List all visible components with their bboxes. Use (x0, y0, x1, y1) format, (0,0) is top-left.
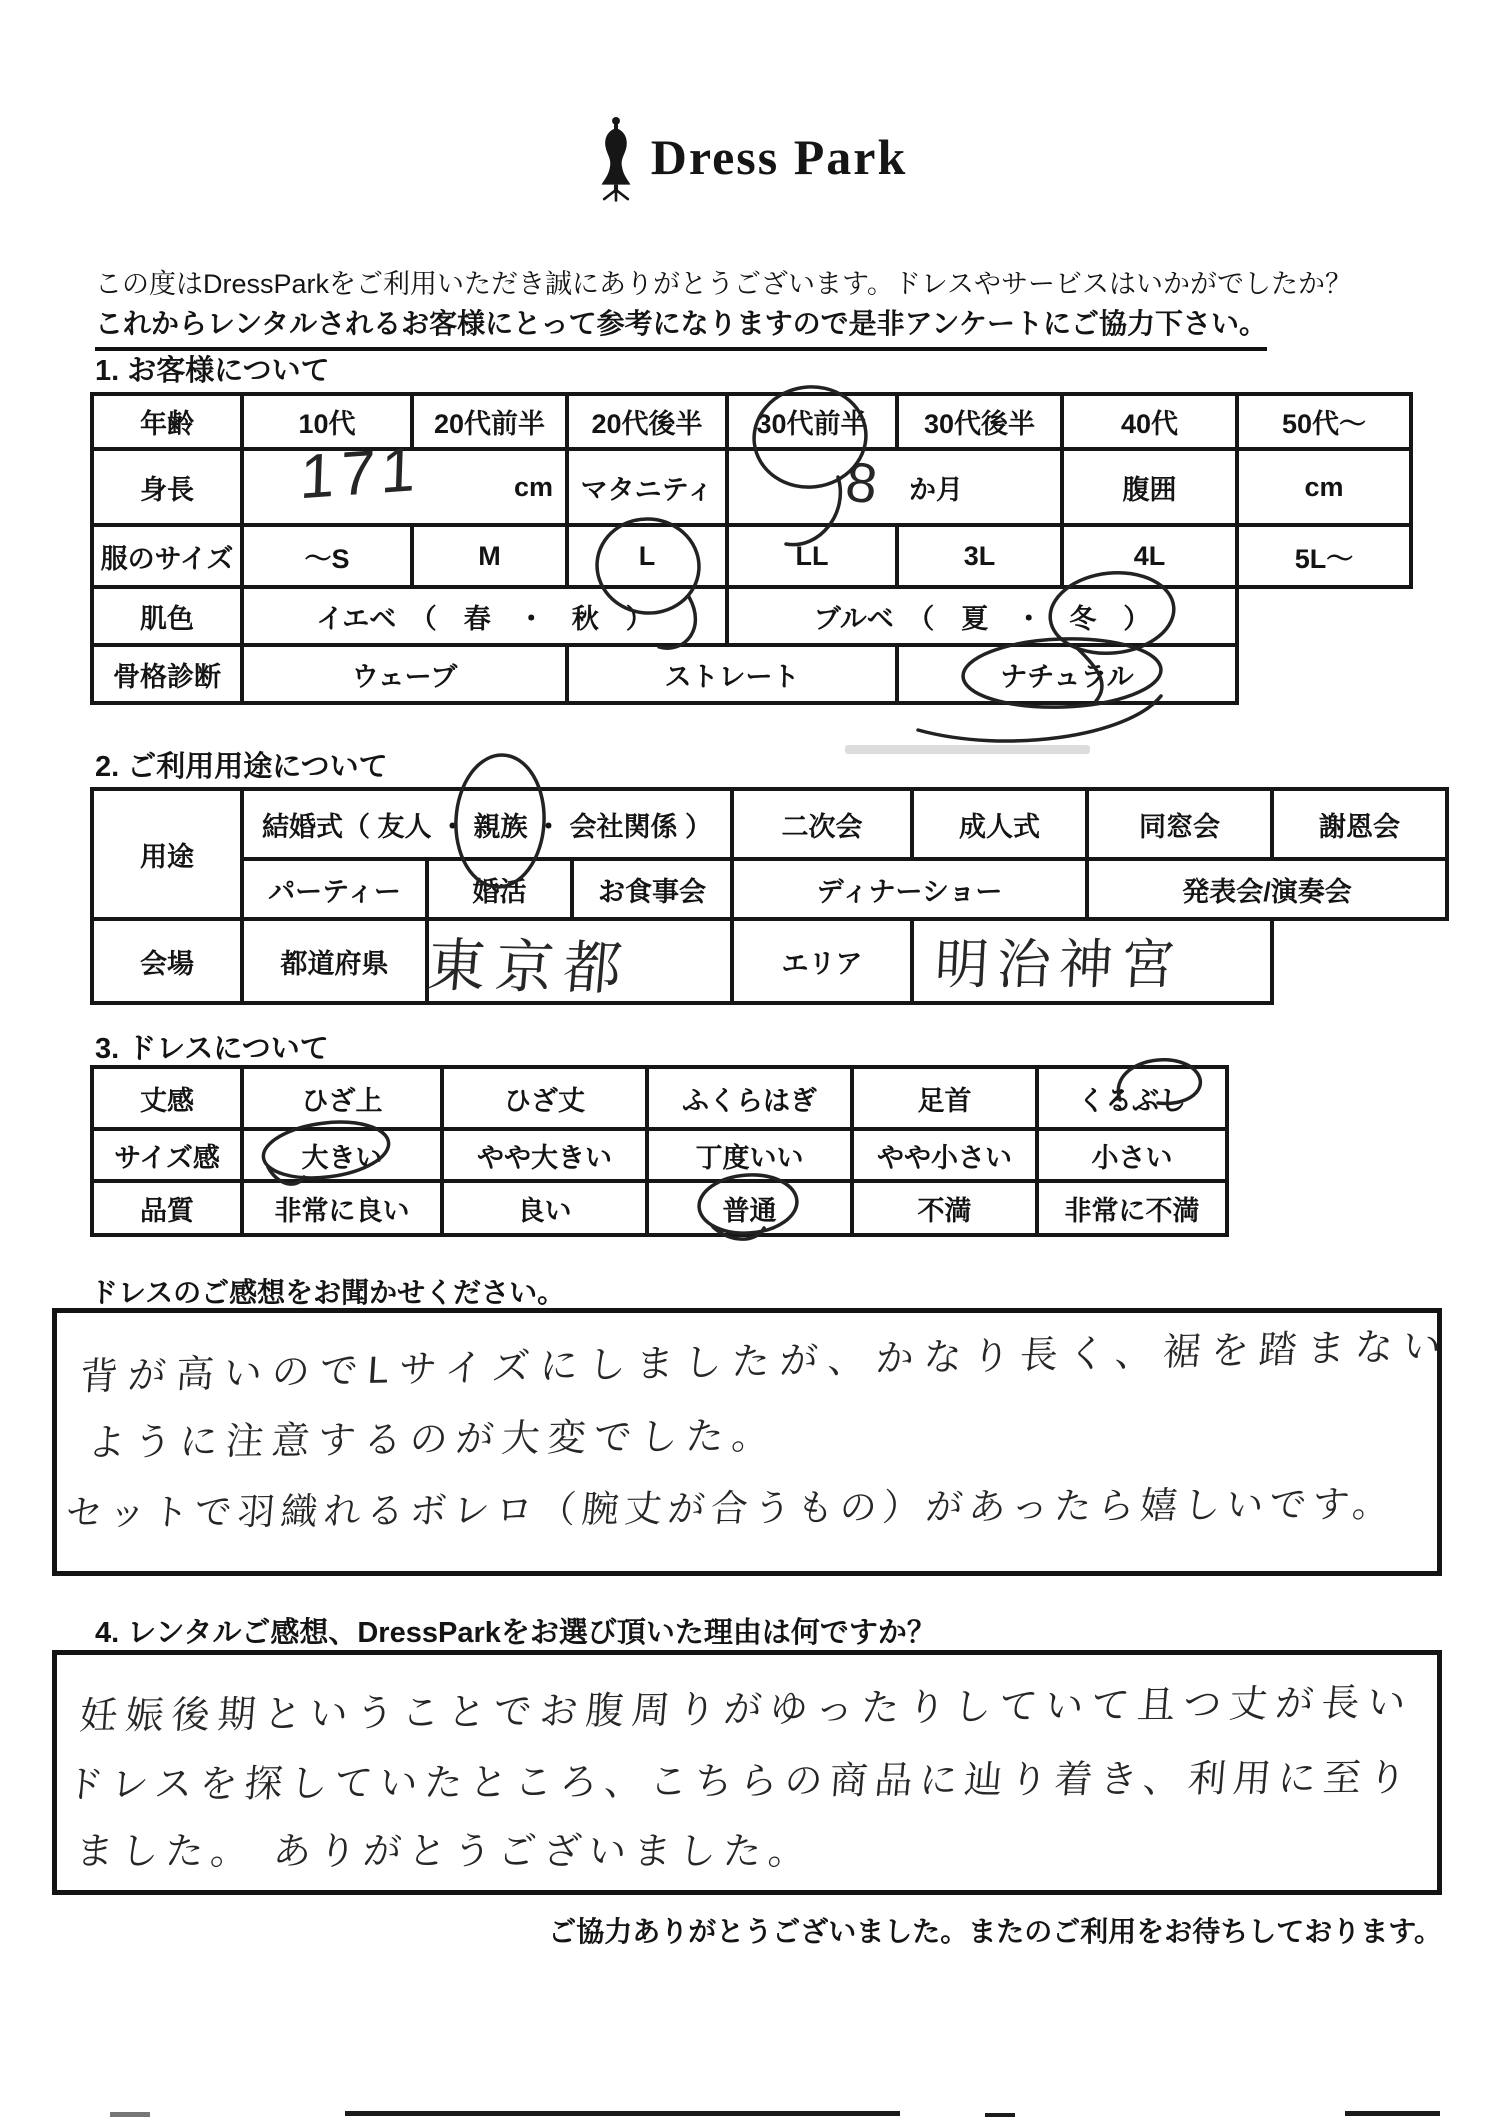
scan-artifact (985, 2113, 1015, 2117)
usage-label: 用途 (92, 789, 242, 919)
rental-feedback-line-2: ドレスを探していたところ、こちらの商品に辿り着き、利用に至り (63, 1757, 1415, 1807)
frame-option: ストレート (567, 645, 897, 703)
quality-label: 品質 (92, 1181, 242, 1235)
venue-label: 会場 (92, 919, 242, 1003)
age-option: 20代後半 (567, 394, 727, 449)
dress-feedback-line-1: 背が高いのでLサイズにしましたが、かなり長く、裾を踏まない (78, 1325, 1453, 1399)
size-row (92, 525, 1411, 587)
brand-name: Dress Park (650, 129, 908, 185)
waist-label: 腹囲 (1062, 449, 1237, 525)
waist-unit-cell: cm (1237, 449, 1411, 525)
height-value-cell: cm (242, 449, 567, 525)
section1-heading: 1. お客様について (95, 355, 330, 387)
scan-smudge (845, 745, 1090, 754)
skin-cool-option: ブルベ （ 夏 ・ 冬 ） (727, 587, 1237, 645)
area-label: エリア (732, 919, 912, 1003)
area-handwriting: 明治神宮 (933, 935, 1185, 995)
size-option: 4L (1062, 525, 1237, 587)
age-row (92, 394, 1411, 449)
maternity-months-cell: か月 (727, 449, 1062, 525)
prefecture-handwriting: 東京都 (424, 933, 635, 1002)
size-option: ～S (242, 525, 412, 587)
quality-row (92, 1181, 1227, 1235)
height-row (92, 449, 1411, 525)
length-option: ひざ丈 (442, 1067, 647, 1129)
brand-logo (0, 116, 1500, 202)
quality-option: 非常に良い (242, 1181, 442, 1235)
customer-table (90, 392, 1413, 705)
dress-feedback-line-2: ように注意するのが大変でした。 (86, 1415, 780, 1465)
fit-option: 小さい (1037, 1129, 1227, 1181)
usage-option: 同窓会 (1087, 789, 1272, 859)
age-option: 40代 (1062, 394, 1237, 449)
usage-option: 謝恩会 (1272, 789, 1447, 859)
size-option: 3L (897, 525, 1062, 587)
frame-label: 骨格診断 (92, 645, 242, 703)
fit-option: 大きい (242, 1129, 442, 1181)
fit-option: 丁度いい (647, 1129, 852, 1181)
maternity-months-handwriting: 8 (842, 449, 881, 516)
maternity-label: マタニティ (567, 449, 727, 525)
rental-feedback-line-3: ました。 ありがとうございました。 (73, 1831, 816, 1873)
age-option: 20代前半 (412, 394, 567, 449)
age-option: 30代後半 (897, 394, 1062, 449)
length-option: ひざ上 (242, 1067, 442, 1129)
fit-option: やや大きい (442, 1129, 647, 1181)
scan-artifact (345, 2111, 900, 2116)
skin-warm-option: イエベ （ 春 ・ 秋 ） (242, 587, 727, 645)
age-option: 30代前半 (727, 394, 897, 449)
skin-label: 肌色 (92, 587, 242, 645)
dress-form-icon (593, 116, 639, 202)
fit-label: サイズ感 (92, 1129, 242, 1181)
age-option: 10代 (242, 394, 412, 449)
footer-thanks: ご協力ありがとうございました。またのご利用をお待ちしております。 (548, 1916, 1442, 1947)
fit-row (92, 1129, 1227, 1181)
length-label: 丈感 (92, 1067, 242, 1129)
usage-option: お食事会 (572, 859, 732, 919)
quality-option: 非常に不満 (1037, 1181, 1227, 1235)
usage-option: 婚活 (427, 859, 572, 919)
scan-artifact (1345, 2111, 1440, 2116)
rental-feedback-line-1: 妊娠後期ということでお腹周りがゆったりしていて且つ丈が長い (78, 1682, 1415, 1739)
scan-artifact (110, 2112, 150, 2117)
prefecture-label: 都道府県 (242, 919, 427, 1003)
size-option: M (412, 525, 567, 587)
fit-option: やや小さい (852, 1129, 1037, 1181)
intro-line-1: この度はDressParkをご利用いただき誠にありがとうございます。ドレスやサービスはいかがでしたか？ (95, 269, 1353, 299)
dress-feedback-line-3: セットで羽織れるボレロ（腕丈が合うもの）があったら嬉しいです。 (64, 1483, 1398, 1534)
intro-line-2: これからレンタルされるお客様にとって参考になりますので是非アンケートにご協力下さい。 (95, 302, 1267, 351)
quality-option: 良い (442, 1181, 647, 1235)
usage-option-wedding: 結婚式（ 友人 ・ 親族 ・ 会社関係 ） (242, 789, 732, 859)
usage-option: パーティー (242, 859, 427, 919)
usage-table (90, 787, 1449, 1005)
section4-heading: 4. レンタルご感想、DressParkをお選び頂いた理由は何ですか？ (95, 1617, 936, 1649)
section3-heading: 3. ドレスについて (95, 1033, 329, 1065)
frame-row (92, 645, 1411, 703)
usage-option: ディナーショー (732, 859, 1087, 919)
dress-feedback-label: ドレスのご感想をお聞かせください。 (90, 1277, 566, 1308)
length-option: ふくらはぎ (647, 1067, 852, 1129)
length-option: 足首 (852, 1067, 1037, 1129)
skin-row (92, 587, 1411, 645)
section2-heading: 2. ご利用用途について (95, 751, 388, 783)
usage-row-2 (92, 859, 1447, 919)
height-value-handwriting: 171 (298, 434, 423, 513)
frame-option: ウェーブ (242, 645, 567, 703)
frame-option: ナチュラル (897, 645, 1237, 703)
size-option: LL (727, 525, 897, 587)
size-label: 服のサイズ (92, 525, 242, 587)
usage-option: 成人式 (912, 789, 1087, 859)
quality-option: 普通 (647, 1181, 852, 1235)
height-label: 身長 (92, 449, 242, 525)
size-option: 5L～ (1237, 525, 1411, 587)
age-label: 年齢 (92, 394, 242, 449)
usage-option: 発表会/演奏会 (1087, 859, 1447, 919)
size-option: L (567, 525, 727, 587)
quality-option: 不満 (852, 1181, 1037, 1235)
dress-table (90, 1065, 1229, 1237)
length-row (92, 1067, 1227, 1129)
age-option: 50代～ (1237, 394, 1411, 449)
usage-option: 二次会 (732, 789, 912, 859)
usage-row-1 (92, 789, 1447, 859)
venue-row (92, 919, 1447, 1003)
length-option: くるぶし (1037, 1067, 1227, 1129)
